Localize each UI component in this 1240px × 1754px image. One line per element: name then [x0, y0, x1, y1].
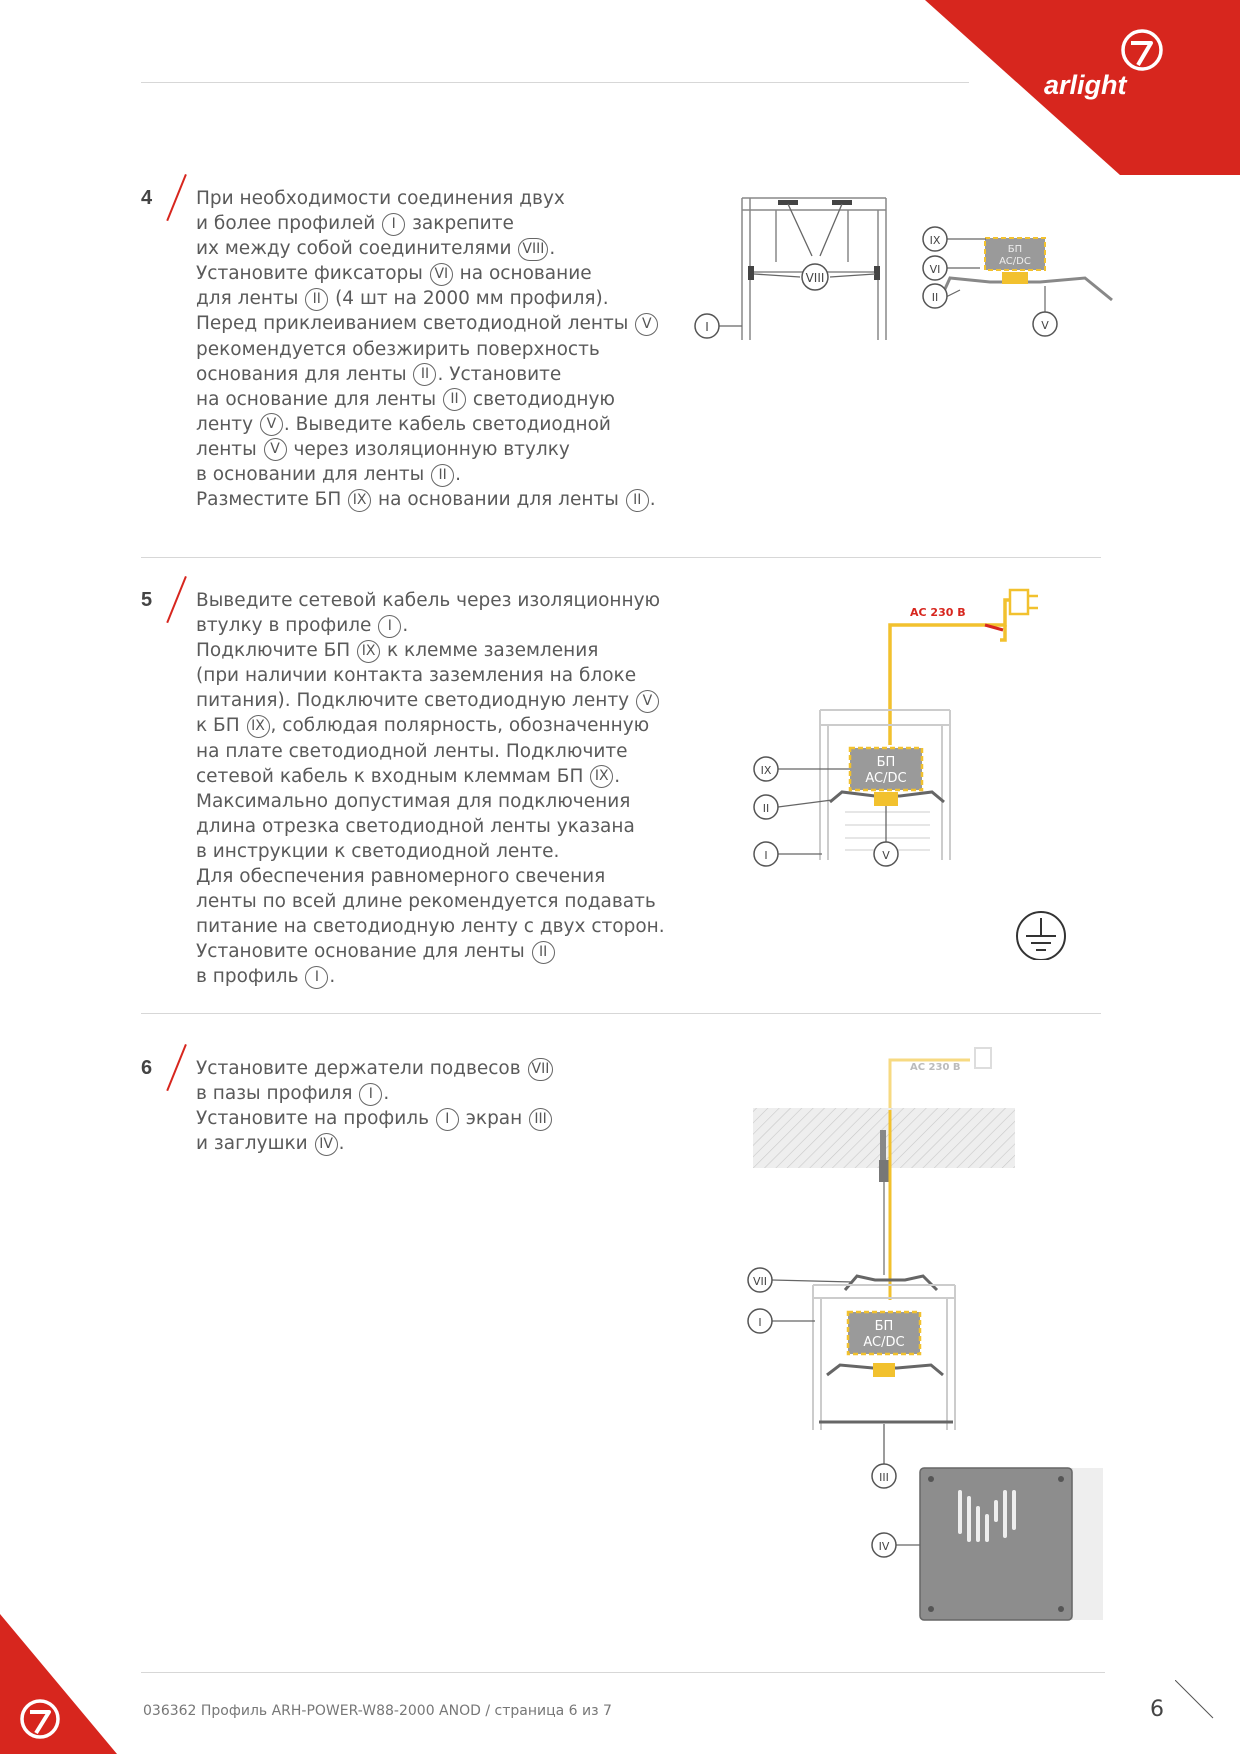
text-run: через изоляционную втулку: [287, 438, 570, 460]
text-run: к БП: [196, 715, 246, 737]
text-run: ленты по всей длине рекомендуется подавать: [196, 891, 656, 913]
wiring-diagram: [750, 580, 1090, 960]
psu-sub: AC/DC: [999, 256, 1031, 267]
callout-badge: I: [382, 213, 405, 236]
callout-badge: VII: [528, 1058, 554, 1081]
text-line: [196, 764, 665, 789]
brand-corner: [920, 0, 1240, 180]
callout-badge: VI: [430, 263, 453, 286]
callout-badge: II: [413, 363, 436, 386]
text-run: .: [383, 1083, 390, 1105]
text-line: [196, 939, 665, 964]
text-run: питания). Подключите светодиодную ленту: [196, 690, 635, 712]
text-run: на основании для ленты: [372, 489, 625, 511]
text-run: рекомендуется обезжирить поверхность: [196, 338, 600, 360]
step-text: [196, 1056, 554, 1156]
text-run: ленту: [196, 413, 259, 435]
psu-label: БП: [1007, 244, 1023, 255]
text-run: Установите держатели подвесов: [196, 1058, 527, 1079]
text-line: [196, 1056, 554, 1081]
page-corner-line: [1175, 1680, 1215, 1720]
text-line: [196, 1131, 554, 1156]
text-line: [196, 487, 659, 512]
callout-badge: I: [305, 966, 328, 989]
text-line: [196, 337, 659, 362]
callout-badge: VIII: [518, 238, 548, 261]
psu-sub: AC/DC: [865, 771, 907, 786]
text-run: . Выведите кабель светодиодной: [283, 413, 611, 435]
callout-label: V: [882, 849, 890, 862]
text-run: в инструкции к светодиодной ленте.: [196, 840, 560, 862]
callout-badge: IX: [348, 489, 371, 512]
suspension-diagram: [745, 1040, 1145, 1630]
text-line: [196, 739, 665, 764]
text-line: [196, 362, 659, 387]
text-line: [196, 663, 665, 688]
section-divider: [141, 1013, 1101, 1014]
text-run: сетевой кабель к входным клеммам БП: [196, 765, 590, 787]
psu-sub: AC/DC: [863, 1335, 905, 1350]
callout-badge: IV: [315, 1133, 338, 1156]
brand-corner-bottom: [0, 1614, 120, 1754]
text-run: Подключите БП: [196, 640, 357, 662]
text-run: (4 шт на 2000 мм профиля).: [329, 288, 609, 310]
callout-badge: II: [431, 464, 454, 487]
text-run: Установите на профиль: [196, 1108, 435, 1130]
voltage-label: AC 230 В: [910, 606, 966, 619]
end-cap-image: [920, 1468, 1103, 1620]
text-line: [196, 964, 665, 989]
text-run: Максимально допустимая для подключения: [196, 790, 631, 812]
callout-badge: IX: [247, 715, 270, 738]
step-slash: [166, 174, 187, 221]
callout-badge: V: [260, 413, 283, 436]
step-number: 6: [141, 1057, 153, 1079]
footer-rule: [141, 1672, 1105, 1673]
text-run: Перед приклеиванием светодиодной ленты: [196, 313, 635, 335]
text-run: , соблюдая полярность, обозначенную: [270, 715, 650, 737]
callout-badge: II: [626, 489, 649, 512]
text-line: [196, 236, 659, 261]
text-line: [196, 387, 659, 412]
text-run: .: [549, 238, 556, 260]
callout-label: I: [758, 1316, 762, 1329]
callout-badge: V: [635, 313, 658, 336]
text-line: [196, 462, 659, 487]
text-run: . Установите: [437, 363, 562, 385]
text-line: [196, 211, 659, 236]
text-run: на основание: [453, 263, 592, 285]
text-line: [196, 889, 665, 914]
step-text: [196, 588, 665, 990]
text-line: [196, 814, 665, 839]
ground-icon: [1017, 912, 1065, 960]
text-line: [196, 638, 665, 663]
text-run: питание на светодиодную ленту с двух сторон.: [196, 916, 665, 938]
text-run: .: [329, 966, 336, 988]
footer-text: 036362 Профиль ARH-POWER-W88-2000 ANOD / страница 6 из 7: [143, 1703, 612, 1719]
text-run: (при наличии контакта заземления на блоке: [196, 665, 637, 687]
text-run: для ленты: [196, 288, 305, 310]
top-rule: [141, 82, 969, 83]
text-run: Выведите сетевой кабель через изоляционную: [196, 590, 661, 611]
step-number: 5: [141, 589, 153, 611]
step-slash: [166, 1044, 187, 1091]
callout-label: IX: [929, 234, 941, 247]
text-run: и более профилей: [196, 213, 382, 235]
text-run: .: [455, 464, 462, 486]
text-line: [196, 789, 665, 814]
text-line: [196, 588, 665, 613]
text-line: [196, 613, 665, 638]
step-number: 4: [141, 187, 153, 209]
psu-cross-section-diagram: [920, 220, 1120, 340]
callout-badge: V: [264, 438, 287, 461]
callout-label: III: [879, 1471, 889, 1484]
text-run: Для обеспечения равномерного свечения: [196, 866, 606, 888]
text-run: .: [649, 489, 656, 511]
text-run: .: [614, 765, 621, 787]
psu-label: БП: [874, 1319, 894, 1334]
callout-badge: II: [532, 941, 555, 964]
text-line: [196, 1081, 554, 1106]
callout-label: IX: [760, 764, 772, 777]
callout-label: VII: [752, 1275, 768, 1288]
text-line: [196, 437, 659, 462]
text-line: [196, 286, 659, 311]
callout-label: II: [762, 802, 770, 815]
callout-badge: III: [529, 1108, 552, 1131]
logo-text: arlight: [1044, 70, 1127, 100]
text-run: в основании для ленты: [196, 464, 431, 486]
callout-label: IV: [878, 1540, 890, 1553]
text-line: [196, 1106, 554, 1131]
callout-badge: I: [378, 615, 401, 638]
text-line: [196, 311, 659, 336]
text-line: [196, 261, 659, 286]
voltage-label: AC 230 В: [910, 1062, 961, 1073]
text-run: светодиодную: [467, 388, 616, 410]
text-run: ленты: [196, 438, 263, 460]
text-line: [196, 713, 665, 738]
callout-badge: I: [359, 1083, 382, 1106]
text-run: длина отрезка светодиодной ленты указана: [196, 815, 635, 837]
callout-label: V: [1041, 319, 1049, 332]
callout-badge: V: [636, 690, 659, 713]
page-number: 6: [1150, 1697, 1164, 1722]
text-run: в профиль: [196, 966, 305, 988]
text-run: и заглушки: [196, 1133, 314, 1155]
text-run: к клемме заземления: [381, 640, 599, 662]
text-run: экран: [459, 1108, 529, 1130]
callout-label: VI: [929, 263, 941, 276]
profile-connector-diagram: [690, 190, 900, 350]
text-line: [196, 412, 659, 437]
text-run: Установите основание для ленты: [196, 941, 531, 963]
text-run: на основание для ленты: [196, 388, 443, 410]
text-run: основания для ленты: [196, 363, 413, 385]
text-line: [196, 688, 665, 713]
section-divider: [141, 557, 1101, 558]
step-slash: [166, 576, 187, 623]
callout-badge: IX: [590, 765, 613, 788]
text-run: на плате светодиодной ленты. Подключите: [196, 740, 628, 762]
callout-label: II: [931, 291, 939, 304]
text-run: .: [338, 1133, 345, 1155]
text-run: закрепите: [406, 213, 514, 235]
text-line: [196, 839, 665, 864]
callout-label: VIII: [805, 271, 825, 285]
text-run: их между собой соединителями: [196, 238, 518, 260]
text-run: Установите фиксаторы: [196, 263, 429, 285]
callout-badge: I: [436, 1108, 459, 1131]
text-line: [196, 864, 665, 889]
text-run: Разместите БП: [196, 489, 348, 511]
text-line: [196, 186, 659, 211]
text-run: .: [402, 615, 409, 637]
callout-label: I: [705, 320, 709, 334]
text-run: втулку в профиле: [196, 615, 378, 637]
step-text: [196, 186, 659, 512]
text-run: При необходимости соединения двух: [196, 188, 565, 209]
callout-badge: II: [305, 288, 328, 311]
callout-badge: IX: [357, 640, 380, 663]
callout-label: I: [764, 849, 768, 862]
text-run: в пазы профиля: [196, 1083, 359, 1105]
text-line: [196, 914, 665, 939]
callout-badge: II: [443, 388, 466, 411]
psu-label: БП: [876, 755, 896, 770]
